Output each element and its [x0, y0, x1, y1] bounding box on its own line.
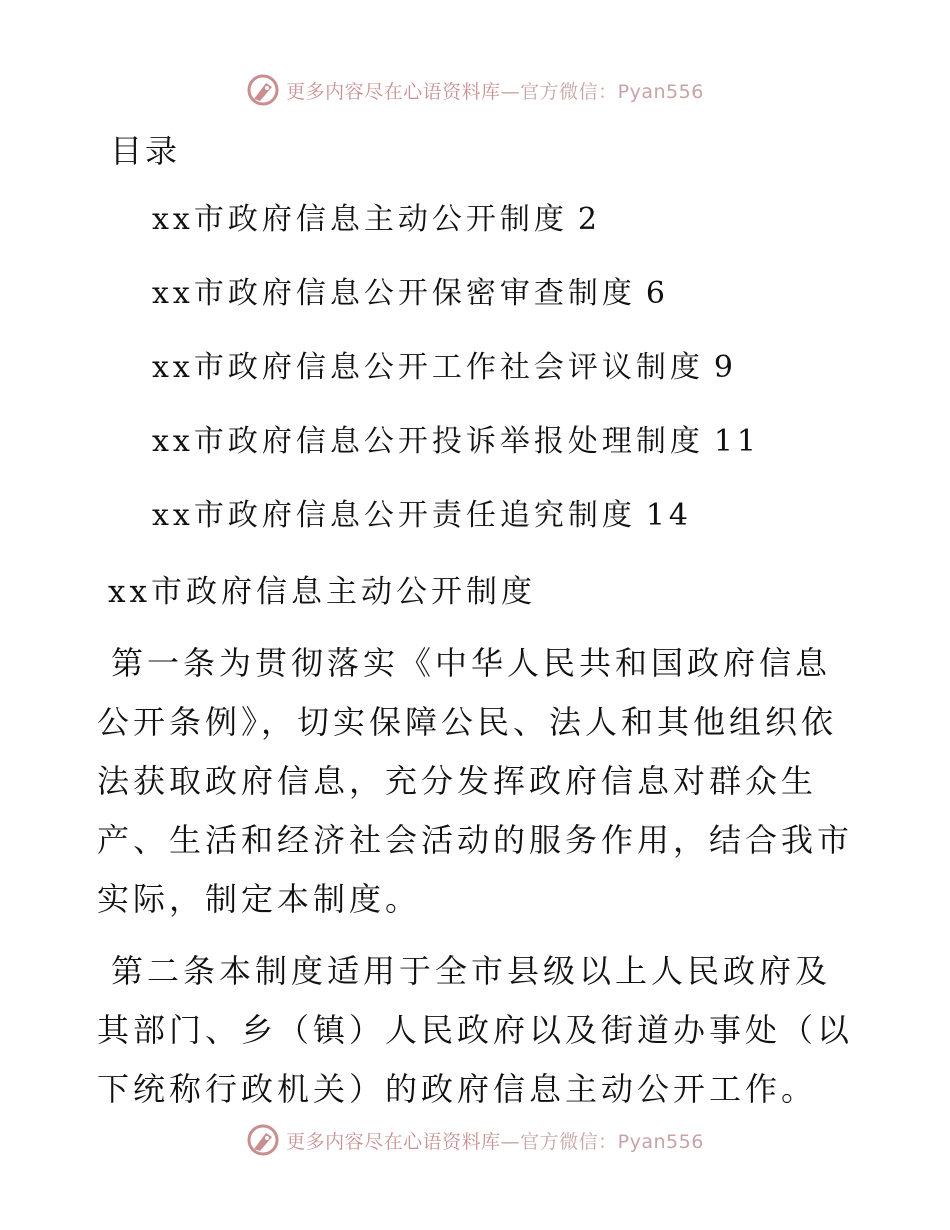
- toc-item[interactable]: [152, 346, 760, 420]
- toc-item[interactable]: [152, 420, 760, 494]
- toc-item-label: xx市政府信息公开责任追究制度: [152, 498, 636, 533]
- toc-page-number: 9: [713, 350, 737, 385]
- table-of-contents: [152, 198, 760, 568]
- toc-title: 目录: [110, 132, 181, 170]
- toc-page-number: 2: [577, 202, 601, 237]
- toc-page-number: 14: [645, 498, 693, 533]
- toc-item[interactable]: [152, 198, 760, 272]
- article-paragraph: 第一条为贯彻落实《中华人民共和国政府信息公开条例》，切实保障公民、法人和其他组织依法获取政府信息，充分发挥政府信息对群众生产、生活和经济社会活动的服务作用，结合我市实际，制定本制度。: [97, 644, 854, 918]
- watermark-text: 更多内容尽在心语资料库—官方微信：Pyan556: [286, 1130, 704, 1153]
- watermark-text: 更多内容尽在心语资料库—官方微信：Pyan556: [286, 80, 704, 103]
- footer-watermark: [0, 1122, 950, 1158]
- header-watermark: [0, 72, 950, 108]
- section-heading: xx市政府信息主动公开制度: [108, 574, 536, 610]
- article-paragraph: 第二条本制度适用于全市县级以上人民政府及其部门、乡（镇）人民政府以及街道办事处（以下统称行政机关）的政府信息主动公开工作。: [97, 952, 854, 1108]
- pen-nib-seal-icon: [246, 1123, 280, 1157]
- toc-item-label: xx市政府信息公开工作社会评议制度: [152, 350, 704, 385]
- toc-page-number: 6: [645, 276, 669, 311]
- toc-page-number: 11: [713, 424, 761, 459]
- toc-item-label: xx市政府信息公开投诉举报处理制度: [152, 424, 704, 459]
- toc-item[interactable]: [152, 272, 760, 346]
- toc-item-label: xx市政府信息主动公开制度: [152, 202, 568, 237]
- toc-item[interactable]: [152, 494, 760, 568]
- toc-item-label: xx市政府信息公开保密审查制度: [152, 276, 636, 311]
- pen-nib-seal-icon: [246, 73, 280, 107]
